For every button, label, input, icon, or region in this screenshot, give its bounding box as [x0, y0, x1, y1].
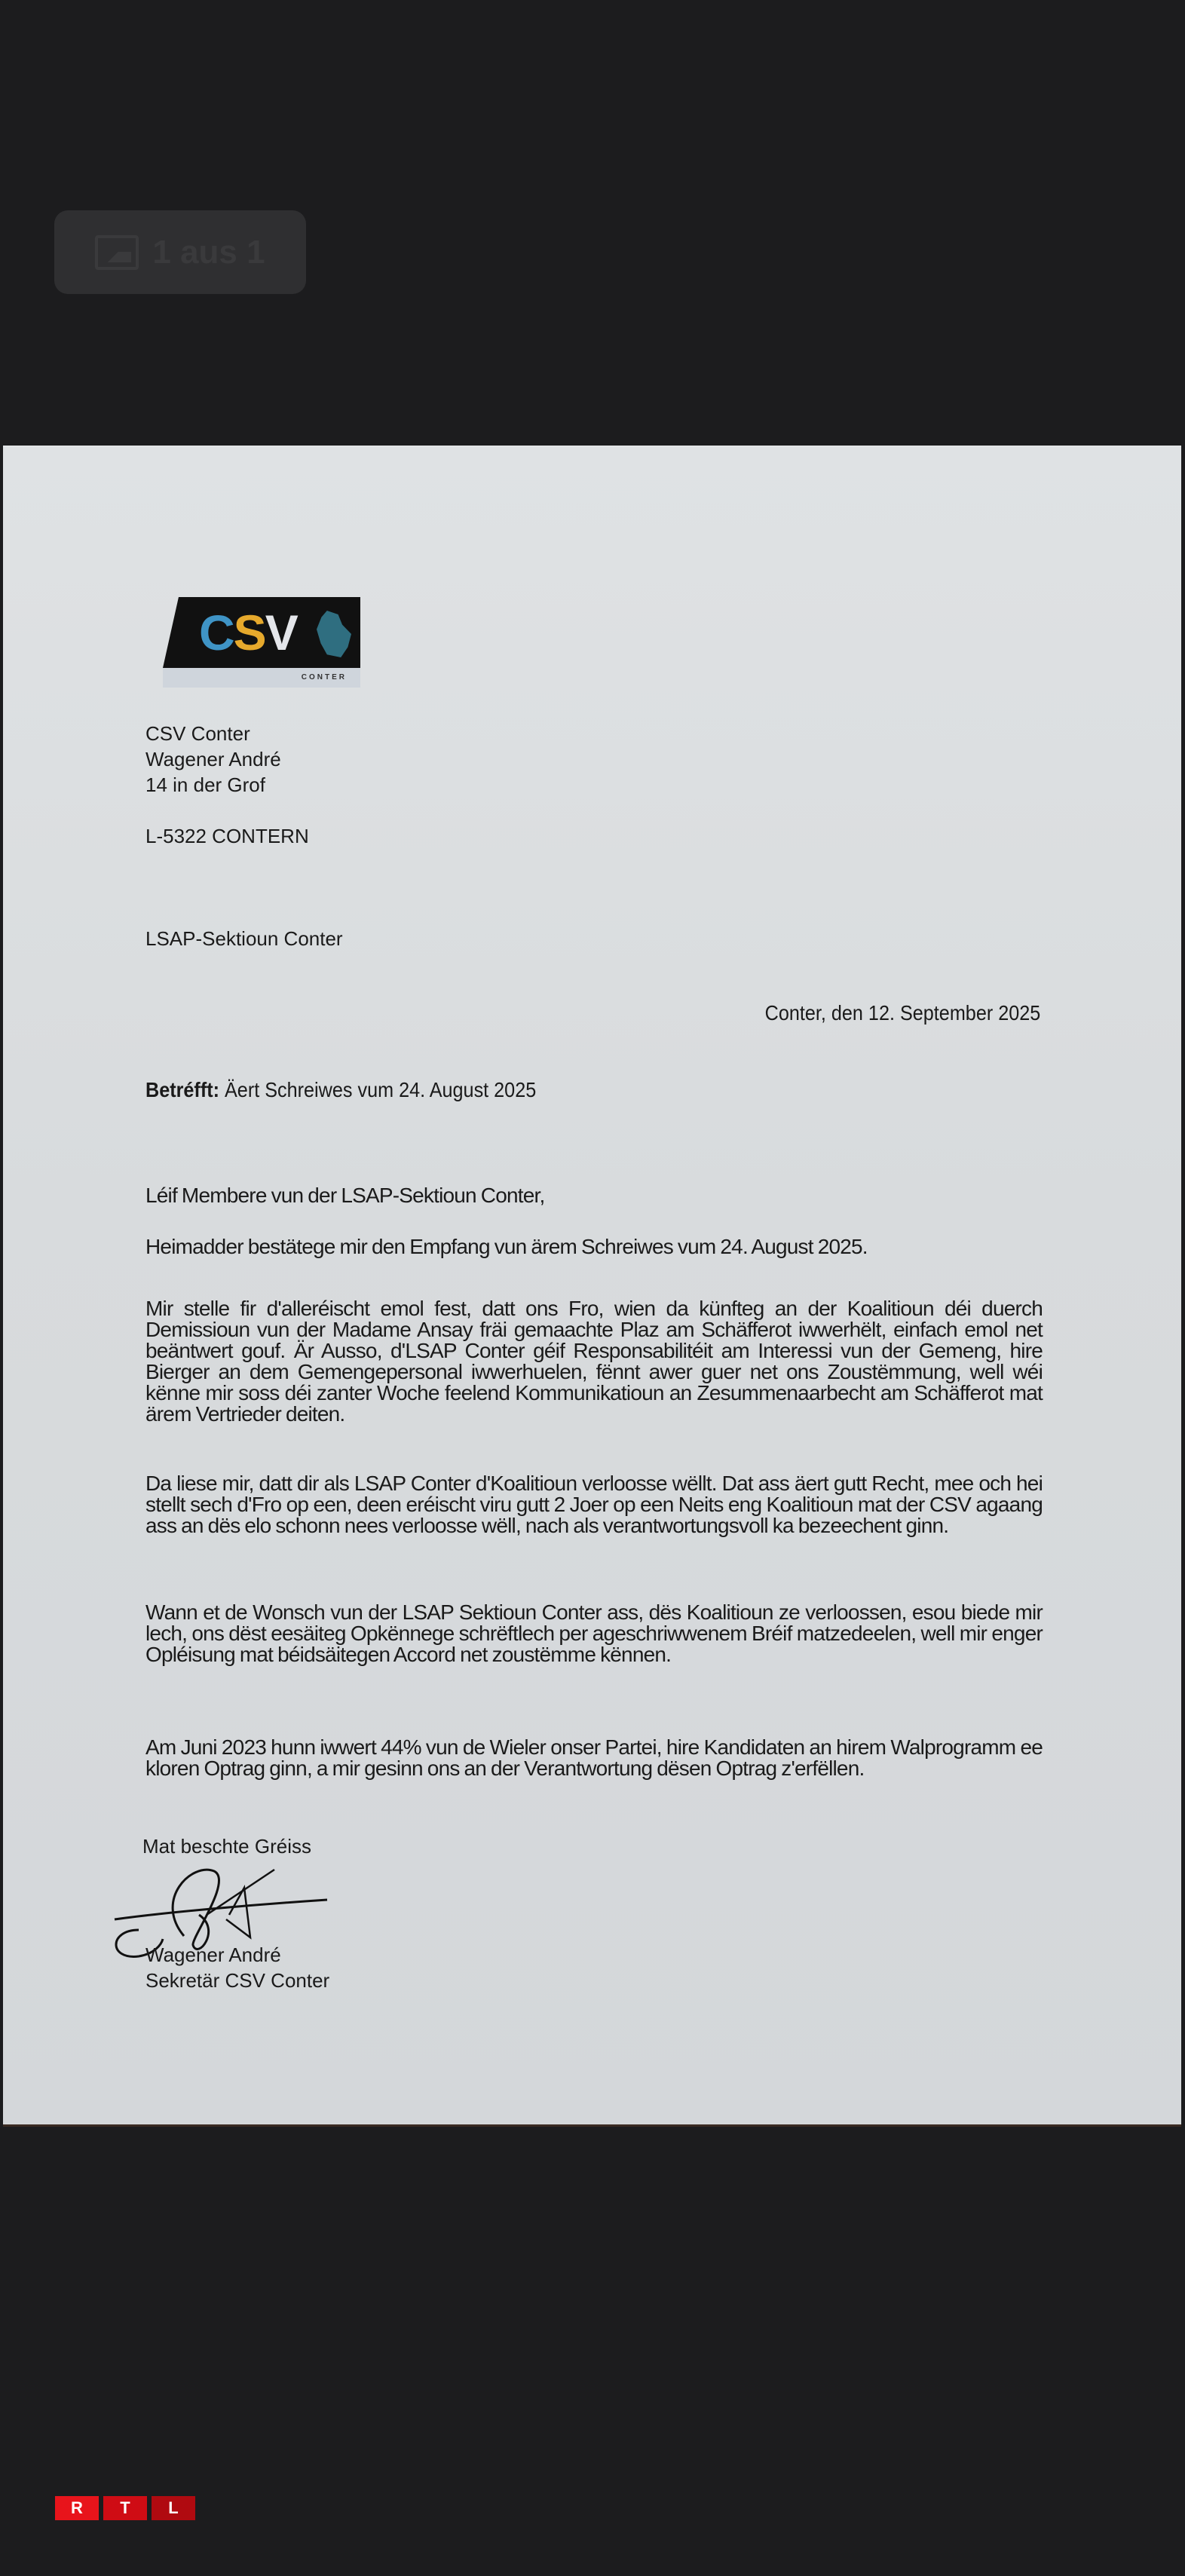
rtl-logo-r: R — [55, 2496, 99, 2520]
image-icon — [95, 235, 139, 270]
sender-org: CSV Conter — [145, 722, 250, 745]
csv-logo — [163, 597, 363, 688]
rtl-logo-l: L — [152, 2496, 195, 2520]
paragraph-4: Wann et de Wonsch vun der LSAP Sektioun Conter ass, dës Koalitioun ze verloossen, esou biede mir lech, ons dëst eesäiteg Opkënnege schrëftlech per ageschriwwenem Bréif matzedeelen, well mir enger Opléisung mat béidsäitegen Accord net zoustëmme kënnen. — [145, 1600, 1043, 1666]
paragraph-2: Mir stelle fir d'alleréischt emol fest, datt ons Fro, wien da künfteg an der Koalitioun déi duerch Demissioun vun der Madame Ansay fräi gemaachte Plaz am Schäfferot iwwerhëlt, einfach emol net beäntwert gouf. Är Ausso, d'LSAP Conter géif Responsabilitéit am Interessi vun der Gemeng, hire Bierger an dem Gemengepersonal iwwerhuelen, fënnt awer guer net ons Zoustëmmung, well wéi kënne mir soss déi zanter Woche feelend Kommunikatioun an Zesummenaarbecht am Schäfferot mat ärem Vertrieder deiten. — [145, 1297, 1043, 1426]
page-counter-badge — [54, 210, 306, 294]
recipient: LSAP-Sektioun Conter — [145, 927, 343, 950]
paragraph-1: Heimadder bestätege mir den Empfang vun ärem Schreiwes vum 24. August 2025. — [145, 1235, 868, 1258]
subject-text: Äert Schreiwes vum 24. August 2025 — [219, 1078, 537, 1101]
letter-document — [3, 446, 1181, 2124]
subject-label: Betréfft: — [145, 1078, 220, 1101]
subject-line — [145, 1078, 536, 1102]
sender-street: 14 in der Grof — [145, 773, 265, 796]
sender-address — [145, 721, 309, 849]
salutation: Léif Membere vun der LSAP-Sektioun Conter, — [145, 1184, 545, 1207]
paragraph-3: Da liese mir, datt dir als LSAP Conter d'Koalitioun verloosse wëllt. Dat ass äert gutt Recht, mee och hei stellt sech d'Fro op een, deen eréischt viru gutt 2 Joer op een Neits eng Koalitioun mat der CSV agaang ass an dës elo schonn nees verloosse wëll, nach als verantwortungsvoll ka bezeechent ginn. — [145, 1472, 1043, 1537]
logo-wordmark: CSV — [199, 605, 297, 660]
logo-subtitle: CONTER — [163, 668, 360, 688]
rtl-logo — [55, 2496, 195, 2520]
sender-postcode-city: L-5322 CONTERN — [145, 825, 309, 847]
paragraph-5: Am Juni 2023 hunn iwwert 44% vun de Wieler onser Partei, hire Kandidaten an hirem Walprogramm ee kloren Optrag ginn, a mir gesinn ons an der Verantwortung dësen Optrag z'erfëllen. — [145, 1735, 1043, 1780]
closing: Mat beschte Gréiss — [142, 1835, 311, 1858]
signer-name: Wagener André — [145, 1943, 281, 1966]
signer-title: Sekretär CSV Conter — [145, 1969, 330, 1992]
sender-name: Wagener André — [145, 748, 281, 770]
rtl-logo-t: T — [103, 2496, 147, 2520]
letter-date: Conter, den 12. September 2025 — [764, 1001, 1040, 1025]
signer-block — [145, 1942, 329, 1993]
page-counter-text: 1 aus 1 — [152, 233, 265, 271]
scanned-letter — [3, 446, 1181, 2124]
